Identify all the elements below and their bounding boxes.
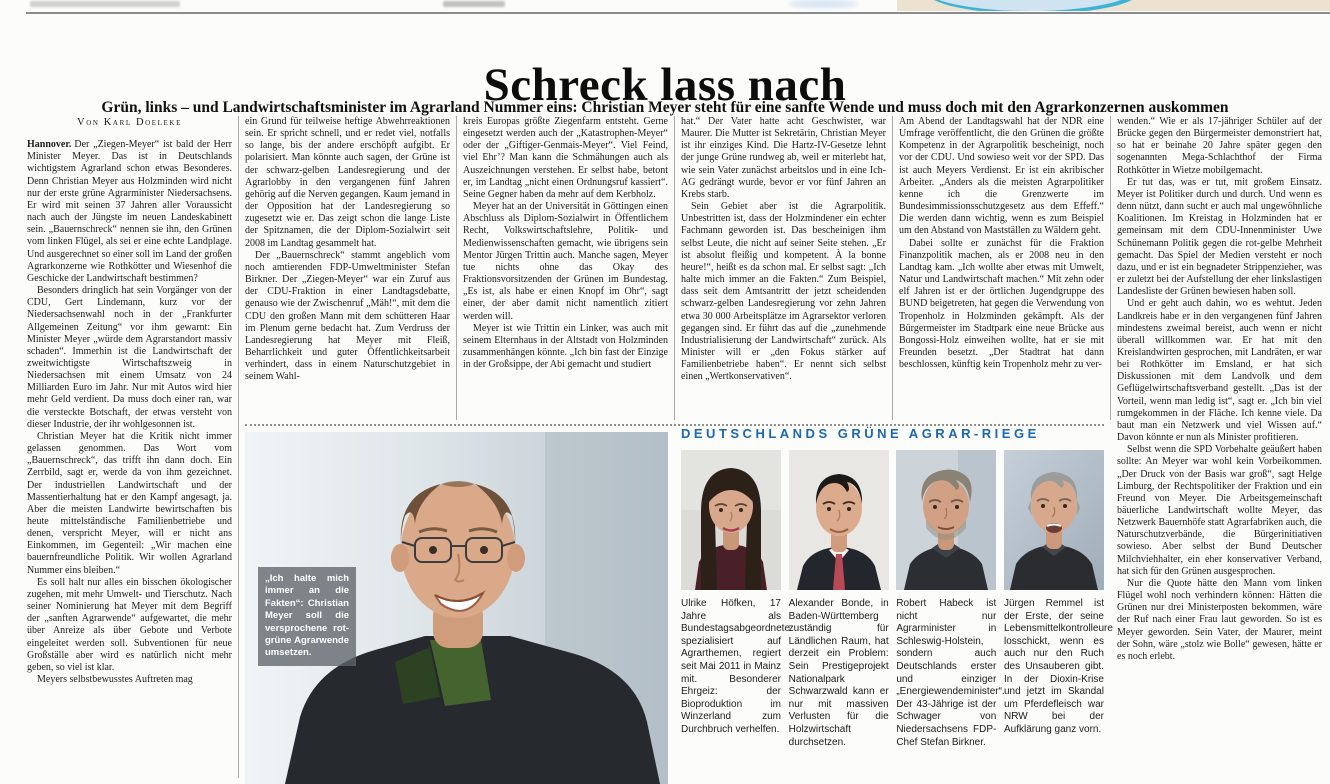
paragraph: Er tut das, was er tut, mit großem Einsatz. Meyer ist Politiker durch und durch. Und wenn es denn nützt, dann sucht er auch mal ungewöhnliche Koalitionen. Im Kreistag in Holzminden hat er gemeinsam mit dem CDU-Innenminister Uwe Schünemann Politik gegen die rot-gelbe Mehrheit gemacht. Das Spiel der Medien versteht er noch dazu, und er ist ein begnadeter Strippenzieher, was er zuletzt bei der Aufstellung der eher linkslastigen Landesliste der Grünen bewiesen haben soll. [1117, 176, 1322, 298]
paragraph: Dabei sollte er zunächst für die Fraktion Finanzpolitik machen, als er 2008 neu in den Landtag kam. „Ich wollte aber etwas mit Umwelt, Natur und Landwirtschaft machen.“ Mit zehn oder elf Jahren ist er der örtlichen Jugendgruppe des BUND beigetreten, hat gegen die Verwendung von Tropenholz in Holzminden gekämpft. Als der Bürgermeister im Stadtpark eine neue Brücke aus Bongossi-Holz einweihen wollte, hat er sie mit Freunden besetzt. „Der Stadtrat hat dann beschlossen, künftig kein Tropenholz mehr zu ver- [899, 237, 1104, 371]
paragraph: Und er geht auch dahin, wo es wehtut. Jeden Landkreis habe er in den vergangenen fünf Jahren mindestens zweimal bereist, auch wenn er nicht überall willkommen war. Er hat mit den Kreislandwirten gesprochen, mit Landräten, er war bei Rothkötter im Emsland, er hat sich Diskussionen mit dem Landvolk und dem Geflügelwirtschaftsverband gestellt. „Das ist der Vorteil, wenn man ledig ist“, sagt er. „Ich bin viel rumgekommen in der Fläche. Ich kenne viele. Da baut man ein Netzwerk und viel Wissen auf.“ Davon könnte er nun als Minister profitieren. [1117, 298, 1322, 444]
article-column-2 [245, 116, 450, 420]
column-rule [238, 116, 239, 778]
paragraph: Christian Meyer hat die Kritik nicht immer gelassen genommen. Das Wort vom „Bauernschreck“, das trifft ihn dann doch. Ein Zerrbild, sagt er, werde da von ihm gezeichnet. Der industriellen Landwirtschaft und der Massentierhaltung hat er den Kampf angesagt, ja. Aber die meisten Landwirte bewirtschaften bis heute mittelständische Familienbetriebe und denen, verspricht Meyer, will er nicht ans Einkommen, im Gegenteil: „Wir machen eine bauernfreundliche Politik. Wir wollen Agrarland Nummer eins bleiben.“ [27, 430, 232, 576]
paragraph: Meyer ist wie Trittin ein Linker, was auch mit seinem Elternhaus in der Altstadt von Holzminden zusammenhängen könnte. „Ich bin fast der Einzige in der Großsippe, der Abi gemacht und studiert [463, 322, 668, 371]
paragraph: Nur die Quote hätte den Mann vom linken Flügel wohl noch verhindern können: Hätten die Grünen nur drei Ministerposten bekommen, wäre der Ruf nach einer Frau laut geworden. So ist es Meyer geworden. Sein Vater, der Maurer, meint der Sohn, wäre „stolz wie Bolle“ gewesen, hätte er es noch erlebt. [1117, 577, 1322, 662]
cutoff-masthead [0, 0, 1330, 14]
portrait-caption-alexander-bonde: Alexander Bonde, in Baden-Württemberg zuständig für Ländlichen Raum, hat derzeit ein Problem: Sein Prestigeprojekt Nationalpark Schwarzwald kann er nur mit massiven Verlusten für die Holzwirtschaft durchsetzen. [788, 598, 889, 748]
paragraph: ein Grund für teilweise heftige Abwehrreaktionen sein. Er spricht schnell, und er redet viel, notfalls so lange, bis der andere erschöpft aufgibt. Er polarisiert. Man könnte auch sagen, der Grüne ist der schwarz-gelben Landesregierung und der Agrarlobby in den vergangenen fünf Jahren gehörig auf die Nerven gegangen. Kaum jemand in der Opposition hat der Landesregierung so zugesetzt wie er. Das zeigt schon die lange Liste der Spitznamen, die der Diplom-Sozialwirt seit 2008 im Landtag gesammelt hat. [245, 116, 450, 249]
portrait-caption-robert-habeck: Robert Habeck ist nicht nur Agrarminister in Schleswig-Holstein, sondern auch Deutschlands erster und einziger „Energiewendeminister“. Der 43-Jährige ist der Schwager von Niedersachsens FDP-Chef Stefan Birkner. [896, 598, 1005, 748]
gallery-caption-row [681, 598, 1113, 749]
gallery-gruene-agrar-riege [681, 426, 1113, 784]
cutoff-header-text [443, 1, 505, 7]
paragraph: Meyer hat an der Universität in Göttingen einen Abschluss als Diplom-Sozialwirt in Öffentlichem Recht, Volkswirtschaftslehre, Politik- und Medienwissenschaften gemacht, wie übrigens sein Mentor Jürgen Trittin auch. Manche sagen, Meyer tue nichts ohne das Okay des Fraktionsvorsitzenden der Grünen im Bundestag. „Es ist, als habe er einen Knopf im Ohr“, sagt einer, der aber damit nicht namentlich zitiert werden will. [463, 201, 668, 322]
paragraph: hat.“ Der Vater hatte acht Geschwister, war Maurer. Die Mutter ist Sekretärin, Christian Meyer ist ihr einziges Kind. Die Hartz-IV-Gesetze lehnt der junge Grüne rundweg ab, weil er miterlebt hat, wie sein Vater zunächst arbeitslos und in eine Ich-AG gedrängt wurde, bevor er vor fünf Jahren an Krebs starb. [681, 116, 886, 200]
column-rule [674, 116, 675, 420]
paragraph: Besonders dringlich hat sein Vorgänger von der CDU, Gert Lindemann, kurz vor der Niedersachsenwahl noch in der „Frankfurter Allgemeinen Zeitung“ vor ihm gewarnt: Ein Minister Meyer „würde dem Agrarstandort massiv schaden“. Immerhin ist die Landwirtschaft der zweitwichtigste Wirtschaftszweig in Niedersachsen mit einem Umsatz von 24 Milliarden Euro im Jahr. Nur mit Autos wird hier mehr Geld verdient. Da muss doch einer ran, war die versteckte Botschaft, der etwas versteht von dieser Industrie, der ihr wohlgesonnen ist. [27, 285, 232, 430]
paragraph: Am Abend der Landtagswahl hat der NDR eine Umfrage veröffentlicht, die den Grünen die größte Kompetenz in der Agrarpolitik bescheinigt, noch vor der CDU. Und sowieso weit vor der SPD. Das ist auch Meyers Verdienst. Er ist ein akribischer Arbeiter. „Anders als die meisten Agrarpolitiker kenne ich die Grenzwerte im Bundesimmissionsschutzgesetz aus dem Effeff.“ Die werden dann wichtig, wenn es zum Beispiel um den Abstand von Mastställen zu Wäldern geht. [899, 116, 1104, 237]
article-column-3 [463, 116, 668, 420]
paragraph: Selbst wenn die SPD Vorbehalte geäußert haben sollte: An Meyer war wohl kein Vorbeikommen. „Der Druck von der Basis war groß“, sagt Helge Limburg, der Rechtspolitiker der Fraktion und ein Freund von Meyer. Die Arbeitsgemeinschaft bäuerliche Landwirtschaft wollte Meyer, das Netzwerk Bauernhöfe statt Agrarfabriken auch, die Naturschutzverbände, die Bürgerinitiativen sowieso. Aber selbst der Bund Deutscher Milchviehhalter, ein eher konservativer Verband, hat sich für den Grünen ausgesprochen. [1117, 444, 1322, 577]
gallery-photo-row [681, 450, 1104, 590]
portrait-caption-juergen-remmel: Jürgen Remmel ist der Erste, der seine Lebensmittelkontrolleure losschickt, wenn es auch nur den Ruch des Unsauberen gibt. In der Dioxin-Krise und jetzt im Skandal um Pferdefleisch war NRW bei der Aufklärung ganz vorn. [1003, 598, 1113, 735]
gallery-title: DEUTSCHLANDS GRÜNE AGRAR-RIEGE [681, 426, 1040, 441]
subheadline: Grün, links – und Landwirtschaftsminister im Agrarland Nummer eins: Christian Meyer steht für eine sanfte Wende und muss doch mit den Agrarkonzernen auskommen [101, 98, 1229, 116]
paragraph: Es soll halt nur alles ein bisschen ökologischer zugehen, mit mehr Umwelt- und Tierschutz. Nach seiner Nominierung hat Meyer mit dem Begriff der „sanften Agrarwende“ aufgewartet, die mehr über Anreize als über Gebote und Verbote eingeleitet werden soll. Subventionen für neue Großställe aber wird es natürlich nicht mehr geben, so viel ist klar. [27, 576, 232, 673]
column-rule [456, 116, 457, 420]
cutoff-promo-box [897, 0, 1330, 11]
article-column-1 [27, 116, 232, 778]
article-column-5 [899, 116, 1104, 420]
paragraph: kreis Europas größte Ziegenfarm entsteht. Gerne eingesetzt werden auch der „Katastrophen-Meyer“ oder der „Giftiger-Genmais-Meyer“. Viel Feind, viel Ehr’? Man kann die Schmähungen auch als Auszeichnungen verstehen. Er selbst habe, betont er, im Landtag „nicht einen Ordnungsruf kassiert“. Seine Gegner haben da mehr auf dem Kerbholz. [463, 116, 668, 200]
article-column-6 [1117, 116, 1322, 778]
paragraph: wenden.“ Wie er als 17-jähriger Schüler auf der Brücke gegen den Bürgermeister demonstriert hat, so hat er beinahe 20 Jahre später gegen den sogenannten Mega-Schlachthof der Firma Rothkötter in Wietze mobilgemacht. [1117, 116, 1322, 176]
main-photo-christian-meyer [245, 432, 668, 784]
photo-caption-overlay: „Ich halte mich immer an die Fakten“: Christian Meyer soll die versprochene rot-grüne Agrarwende umsetzen. [258, 567, 356, 666]
byline: Von Karl Doeleke [77, 117, 182, 128]
column-rule [892, 116, 893, 420]
portrait-photo-ulrike-hoefken [681, 450, 781, 590]
portrait-photo-alexander-bonde [789, 450, 889, 590]
headline: Schreck lass nach [483, 59, 847, 112]
dateline: Hannover. [27, 139, 72, 151]
masthead-rule [26, 12, 1330, 14]
paragraph-text: Der „Ziegen-Meyer“ ist bald der Herr Minister Meyer. Das ist in Deutschlands wichtigstem Agrarland schon etwas Besonderes. Denn Christian Meyer aus Holzminden wird nicht nur der erste grüne Agrarminister Niedersachsens. Er wird mit seinen 37 Jahren aller Voraussicht nach auch der Jüngste im neuen Landeskabinett sein. „Bauernschreck“ nennen sie ihn, den Grünen vom linken Flügel, als sei er eine echte Landplage. Und ausgerechnet so einer soll im Land der großen Agrarkonzerne wie Rothkötter und Wiesenhof die Geschicke der Landwirtschaft bestimmen? [27, 139, 232, 284]
cutoff-header-text [30, 1, 180, 7]
column-rule [1110, 116, 1111, 420]
paragraph: Sein Gebiet aber ist die Agrarpolitik. Unbestritten ist, dass der Holzmindener ein echter Fachmann geworden ist. Das bescheinigen ihm selbst Leute, die nicht auf seiner Seite stehen. „Er ist absolut fleißig und kompetent. À la bonne heure!“, heißt es da schon mal. Er selbst sagt: „Ich halte mich immer an die Fakten.“ Zum Beispiel, dass seit dem Amtsantritt der jetzt scheidenden schwarz-gelben Landesregierung vor zehn Jahren etwa 30 000 Arbeitsplätze im Agrarsektor verloren gegangen sind. Er führt das auf die „zunehmende Industrialisierung der Landwirtschaft“ zurück. Als Minister will er „den Fokus stärker auf Familienbetriebe haben“. Er nennt sich selbst einen „Wertkonservativen“. [681, 201, 886, 383]
print-smudge [788, 0, 858, 8]
portrait-photo-robert-habeck [896, 450, 996, 590]
paragraph: Meyers selbstbewusstes Auftreten mag [37, 674, 193, 686]
portrait-photo-juergen-remmel [1004, 450, 1104, 590]
article-column-4 [681, 116, 886, 420]
paragraph [27, 139, 232, 285]
portrait-caption-ulrike-hoefken: Ulrike Höfken, 17 Jahre als Bundestagsabgeordnete spezialisiert auf Agrarthemen, regiert seit Mai 2011 in Mainz mit. Besonderer Ehrgeiz: der Bioproduktion im Winzerland zum Durchbruch verhelfen. [681, 598, 790, 735]
paragraph: Der „Bauernschreck“ stammt angeblich vom noch amtierenden FDP-Umweltminister Stefan Birkner. Der „Ziegen-Meyer“ war ein Zuruf aus der CDU-Fraktion in einer Landtagsdebatte, genauso wie der Zwischenruf „Mäh!“, mit dem die CDU den großen Mann mit dem schütteren Haar im Plenum gerne bedacht hat. Zum Verdruss der Landesregierung hat Meyer mit Fleiß, Beharrlichkeit und guter Öffentlichkeitsarbeit verhindert, dass in einem Naturschutzgebiet in seinem Wahl- [245, 249, 450, 383]
